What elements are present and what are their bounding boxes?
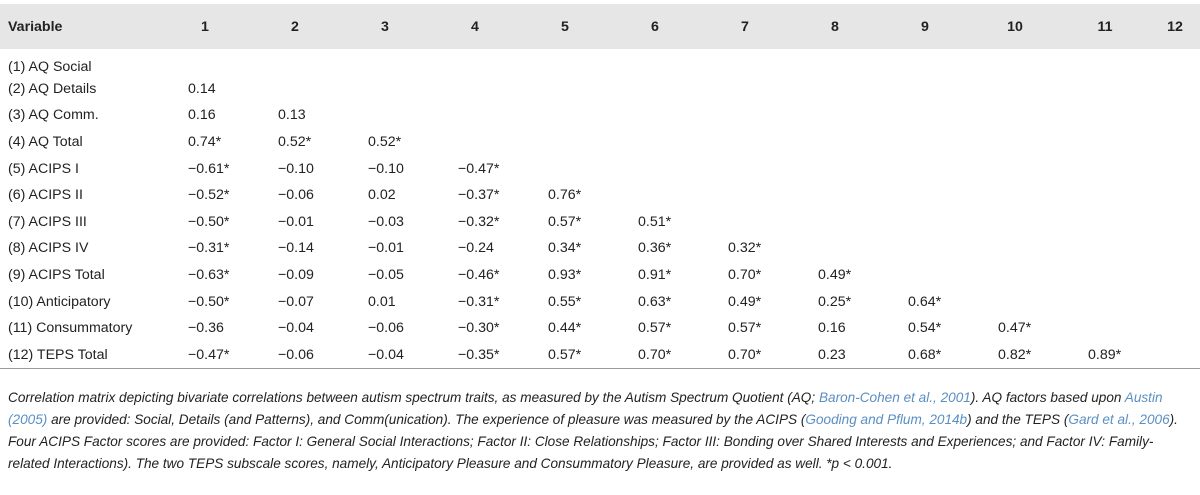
caption-text: are provided: Social, Details (and Patterns), and Comm(unication). The experience of pleasure was measured by the ACIPS (: [47, 412, 806, 427]
reference-link[interactable]: Gard et al., 2006: [1068, 412, 1170, 427]
table-cell: 0.51*: [638, 213, 672, 230]
table-cell: [340, 102, 430, 129]
table-cell: −0.35*: [458, 346, 500, 363]
table-cell: −0.01: [368, 240, 404, 257]
table-cell: 0.57*: [728, 320, 762, 337]
table-cell: −0.07: [278, 293, 314, 310]
table-cell: −0.47*: [458, 160, 500, 177]
table-row: [0, 102, 1200, 129]
table-cell: 0.01: [368, 293, 396, 310]
table-cell: 0.93*: [548, 267, 582, 284]
table-cell: [1150, 209, 1200, 236]
table-cell: 0.91*: [638, 267, 672, 284]
table-cell: [700, 102, 790, 129]
table-cell: [880, 155, 970, 182]
header-col-3: 3: [381, 18, 389, 35]
table-cell: [970, 209, 1060, 236]
table-cell: 0.52*: [368, 134, 402, 151]
table-cell: [1150, 76, 1200, 103]
table-cell: −0.50*: [188, 213, 230, 230]
table-row: [0, 262, 1200, 289]
table-cell: 0.23: [818, 346, 846, 363]
table-cell: [1060, 182, 1150, 209]
table-cell: −0.24: [458, 240, 494, 257]
header-col-10: 10: [1007, 18, 1023, 35]
table-cell: 0.70*: [728, 267, 762, 284]
table-cell: [700, 182, 790, 209]
table-row: [0, 288, 1200, 315]
table-cell: −0.14: [278, 240, 314, 257]
table-cell: 0.55*: [548, 293, 582, 310]
table-cell: −0.01: [278, 213, 314, 230]
header-col-9: 9: [921, 18, 929, 35]
table-cell: [970, 155, 1060, 182]
table-cell: [790, 129, 880, 156]
table-cell: [160, 49, 250, 76]
table-cell: −0.31*: [458, 293, 500, 310]
table-cell: 0.89*: [1088, 346, 1122, 363]
table-cell: [520, 102, 610, 129]
row-label: (4) AQ Total: [8, 134, 83, 151]
table-cell: [700, 76, 790, 103]
table-cell: [520, 155, 610, 182]
header-col-2: 2: [291, 18, 299, 35]
table-cell: [790, 102, 880, 129]
table-cell: 0.57*: [548, 346, 582, 363]
table-cell: [1060, 235, 1150, 262]
table-cell: [250, 76, 340, 103]
table-cell: [1150, 235, 1200, 262]
table-cell: 0.54*: [908, 320, 942, 337]
header-col-6: 6: [651, 18, 659, 35]
table-cell: [1060, 155, 1150, 182]
table-cell: −0.04: [278, 320, 314, 337]
caption-text: ). AQ factors based upon: [970, 390, 1125, 405]
table-cell: 0.68*: [908, 346, 942, 363]
table-row: [0, 209, 1200, 236]
header-col-8: 8: [831, 18, 839, 35]
reference-link[interactable]: Austin (2005): [8, 390, 1163, 427]
reference-link[interactable]: Baron-Cohen et al., 2001: [818, 390, 971, 405]
table-cell: [700, 209, 790, 236]
table-cell: −0.61*: [188, 160, 230, 177]
table-cell: 0.32*: [728, 240, 762, 257]
table-cell: [1150, 342, 1200, 369]
table-cell: [880, 129, 970, 156]
table-cell: −0.47*: [188, 346, 230, 363]
table-cell: [610, 49, 700, 76]
table-cell: 0.57*: [638, 320, 672, 337]
table-cell: 0.47*: [998, 320, 1032, 337]
table-cell: −0.46*: [458, 267, 500, 284]
table-cell: [520, 129, 610, 156]
table-cell: −0.31*: [188, 240, 230, 257]
table-cell: 0.70*: [728, 346, 762, 363]
row-label: (3) AQ Comm.: [8, 107, 99, 124]
table-cell: [1150, 129, 1200, 156]
table-row: [0, 49, 1200, 76]
header-col-4: 4: [471, 18, 479, 35]
table-cell: 0.76*: [548, 187, 582, 204]
row-label: (5) ACIPS I: [8, 160, 79, 177]
row-label: (2) AQ Details: [8, 80, 97, 97]
reference-link[interactable]: Gooding and Pflum, 2014b: [805, 412, 968, 427]
table-cell: [790, 155, 880, 182]
table-cell: [970, 288, 1060, 315]
row-label: (10) Anticipatory: [8, 293, 111, 310]
table-cell: 0.70*: [638, 346, 672, 363]
table-cell: [970, 262, 1060, 289]
table-cell: −0.09: [278, 267, 314, 284]
table-cell: [880, 182, 970, 209]
table-cell: [1150, 49, 1200, 76]
row-label: (1) AQ Social: [8, 59, 92, 76]
header-col-1: 1: [201, 18, 209, 35]
table-cell: 0.16: [818, 320, 846, 337]
table-row: [0, 155, 1200, 182]
header-col-7: 7: [741, 18, 749, 35]
table-cell: [700, 155, 790, 182]
table-cell: −0.37*: [458, 187, 500, 204]
table-cell: [970, 49, 1060, 76]
row-label: (12) TEPS Total: [8, 346, 108, 363]
table-cell: [1060, 49, 1150, 76]
table-cell: [1060, 102, 1150, 129]
table-row: [0, 342, 1200, 369]
table-row: [0, 182, 1200, 209]
table-cell: [880, 235, 970, 262]
table-cell: 0.34*: [548, 240, 582, 257]
table-cell: [1150, 102, 1200, 129]
table-cell: [790, 49, 880, 76]
table-cell: [610, 76, 700, 103]
table-cell: [610, 155, 700, 182]
table-cell: [1060, 76, 1150, 103]
row-label: (8) ACIPS IV: [8, 240, 89, 257]
table-cell: [790, 76, 880, 103]
caption-text: ) and the TEPS (: [967, 412, 1069, 427]
correlation-table: [0, 4, 1200, 369]
table-cell: [880, 49, 970, 76]
header-col-12: 12: [1167, 18, 1183, 35]
table-row: [0, 129, 1200, 156]
table-cell: 0.25*: [818, 293, 852, 310]
table-cell: [1060, 315, 1150, 342]
table-cell: [610, 182, 700, 209]
table-cell: −0.10: [278, 160, 314, 177]
table-cell: [700, 49, 790, 76]
table-cell: −0.50*: [188, 293, 230, 310]
table-cell: [790, 209, 880, 236]
table-cell: −0.52*: [188, 187, 230, 204]
table-cell: [250, 49, 340, 76]
table-cell: 0.49*: [728, 293, 762, 310]
table-cell: [340, 76, 430, 103]
table-cell: [1060, 209, 1150, 236]
table-header-row: [0, 4, 1200, 49]
table-cell: [970, 102, 1060, 129]
table-cell: [1060, 288, 1150, 315]
table-cell: [340, 49, 430, 76]
table-cell: 0.16: [188, 107, 216, 124]
table-cell: −0.03: [368, 213, 404, 230]
table-cell: [520, 76, 610, 103]
table-cell: −0.32*: [458, 213, 500, 230]
caption-text: ). Four ACIPS Factor scores are provided: Factor I: General Social Interactions; Factor II: Close Relationships; Factor III: Bonding over Shared Interests and Experiences; and Factor IV: Family-related Interactions). The two TEPS subscale scores, namely, Anticipatory Pleasure and Consummatory Pleasure, are provided as well. *p < 0.001.: [8, 412, 1178, 471]
table-cell: [970, 235, 1060, 262]
table-cell: [1150, 288, 1200, 315]
table-cell: [430, 76, 520, 103]
table-cell: −0.63*: [188, 267, 230, 284]
table-cell: [880, 209, 970, 236]
row-label: (6) ACIPS II: [8, 187, 83, 204]
table-cell: [790, 182, 880, 209]
table-cell: [880, 262, 970, 289]
table-cell: 0.52*: [278, 134, 312, 151]
table-cell: 0.36*: [638, 240, 672, 257]
table-cell: 0.57*: [548, 213, 582, 230]
row-label: (7) ACIPS III: [8, 213, 87, 230]
table-cell: [610, 102, 700, 129]
table-cell: [430, 102, 520, 129]
table-cell: [430, 129, 520, 156]
table-cell: 0.14: [188, 80, 216, 97]
table-caption: [8, 387, 1194, 475]
table-cell: 0.82*: [998, 346, 1032, 363]
table-cell: 0.44*: [548, 320, 582, 337]
row-label: (9) ACIPS Total: [8, 267, 105, 284]
table-cell: [970, 76, 1060, 103]
table-cell: −0.10: [368, 160, 404, 177]
table-cell: [520, 49, 610, 76]
table-cell: −0.30*: [458, 320, 500, 337]
table-cell: [970, 182, 1060, 209]
table-row: [0, 315, 1200, 342]
table-cell: 0.63*: [638, 293, 672, 310]
table-cell: −0.06: [278, 187, 314, 204]
table-cell: [1150, 155, 1200, 182]
header-col-5: 5: [561, 18, 569, 35]
table-row: [0, 235, 1200, 262]
header-col-11: 11: [1097, 18, 1113, 35]
table-cell: [880, 76, 970, 103]
table-cell: [790, 235, 880, 262]
table-cell: [1060, 129, 1150, 156]
table-row: [0, 76, 1200, 103]
table-cell: [1060, 262, 1150, 289]
table-cell: [1150, 315, 1200, 342]
table-cell: [970, 129, 1060, 156]
table-cell: −0.04: [368, 346, 404, 363]
table-cell: [430, 49, 520, 76]
table-cell: −0.05: [368, 267, 404, 284]
caption-text: Correlation matrix depicting bivariate correlations between autism spectrum traits, as measured by the Autism Spectrum Quotient (AQ;: [8, 390, 819, 405]
table-cell: [880, 102, 970, 129]
table-cell: −0.36: [188, 320, 224, 337]
row-label: (11) Consummatory: [8, 320, 133, 337]
table-cell: 0.13: [278, 107, 306, 124]
table-cell: 0.74*: [188, 134, 222, 151]
table-cell: [700, 129, 790, 156]
table-cell: 0.02: [368, 187, 396, 204]
table-cell: −0.06: [278, 346, 314, 363]
table-cell: −0.06: [368, 320, 404, 337]
table-cell: [1150, 262, 1200, 289]
header-variable: Variable: [8, 18, 63, 35]
table-cell: [1150, 182, 1200, 209]
table-cell: 0.49*: [818, 267, 852, 284]
table-cell: [610, 129, 700, 156]
table-cell: 0.64*: [908, 293, 942, 310]
